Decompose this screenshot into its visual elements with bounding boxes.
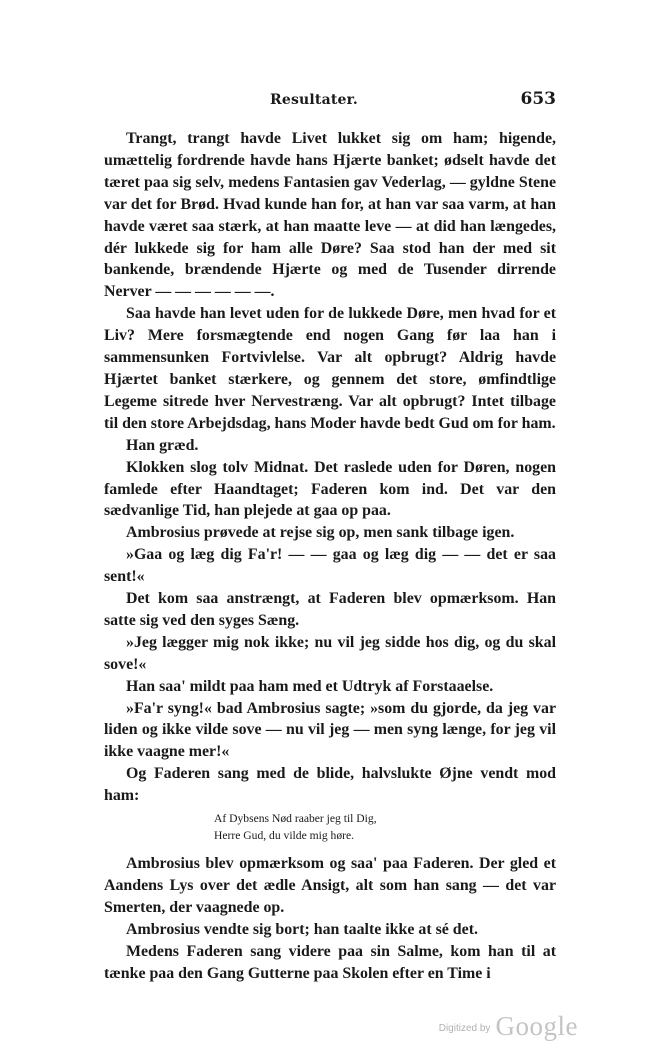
paragraph: Trangt, trangt havde Livet lukket sig om ham; higende, umættelig fordrende havde hans Hjærte banket; ødselt havde det tæret paa sig selv, medens Fantasien gav Vederlag, — gyldne Stene var det for Brød. Hvad kunde han for, at han var saa varm, at han havde været saa stærk, at han maatte leve — at did han længedes, dér lukkede sig for ham alle Døre? Saa stod han der med sit bankende, brændende Hjærte og med de Tusender dirrende Nerver — — — — — —. <box>104 130 556 301</box>
google-wordmark: Google <box>495 1011 578 1041</box>
verse-line: Herre Gud, du vilde mig høre. <box>214 829 355 843</box>
paragraph: »Jeg lægger mig nok ikke; nu vil jeg sidde hos dig, og du skal sove!« <box>104 633 556 673</box>
paragraph: Ambrosius vendte sig bort; han taalte ikke at sé det. <box>126 920 478 938</box>
paragraph: Klokken slog tolv Midnat. Det raslede uden for Døren, nogen famlede efter Haandtaget; Faderen kom ind. Det var den sædvanlige Tid, han plejede at gaa op paa. <box>104 458 556 520</box>
paragraph: Han saa' mildt paa ham med et Udtryk af Forstaaelse. <box>126 677 494 695</box>
paragraph: Ambrosius prøvede at rejse sig op, men sank tilbage igen. <box>126 524 515 542</box>
paragraph: Det kom saa anstrængt, at Faderen blev opmærksom. Han satte sig ved den syges Sæng. <box>104 590 556 629</box>
paragraph: Medens Faderen sang videre paa sin Salme, kom han til at tænke paa den Gang Gutterne paa Skolen efter en Time i <box>104 942 556 982</box>
digitized-by-label: Digitized by <box>438 1023 491 1034</box>
paragraph: »Gaa og læg dig Fa'r! — — gaa og læg dig — — det er saa sent!« <box>104 546 556 586</box>
paragraph: Han græd. <box>126 436 199 454</box>
paragraph: Ambrosius blev opmærksom og saa' paa Faderen. Der gled et Aandens Lys over det ædle Ansigt, alt som han sang — det var Smerten, der vaagnede op. <box>104 855 556 916</box>
body-text <box>104 128 556 985</box>
digitization-watermark <box>439 1011 578 1042</box>
paragraph: Saa havde han levet uden for de lukkede Døre, men hvad for et Liv? Mere forsmægtende end nogen Gang før laa han i sammensunken Fortvivlelse. Var alt opbrugt? Aldrig havde Hjærtet banket stærkere, og gennem det store, ømfindtlige Legeme sitrede hver Nervestræng. Var alt opbrugt? Intet tilbage til den store Arbejdsdag, hans Moder havde bedt Gud om for ham. <box>104 305 556 432</box>
page-header <box>104 89 556 114</box>
page-number: 653 <box>520 89 556 109</box>
paragraph: »Fa'r syng!« bad Ambrosius sagte; »som du gjorde, da jeg var liden og ikke vilde sove — nu vil jeg — men syng længe, for jeg vil ikke vaagne mer!« <box>104 699 556 761</box>
running-head: Resultater. <box>270 92 358 108</box>
verse-line: Af Dybsens Nød raaber jeg til Dig, <box>214 812 377 826</box>
hymn-verse <box>214 810 556 844</box>
paragraph: Og Faderen sang med de blide, halvslukte Øjne vendt mod ham: <box>104 765 556 805</box>
